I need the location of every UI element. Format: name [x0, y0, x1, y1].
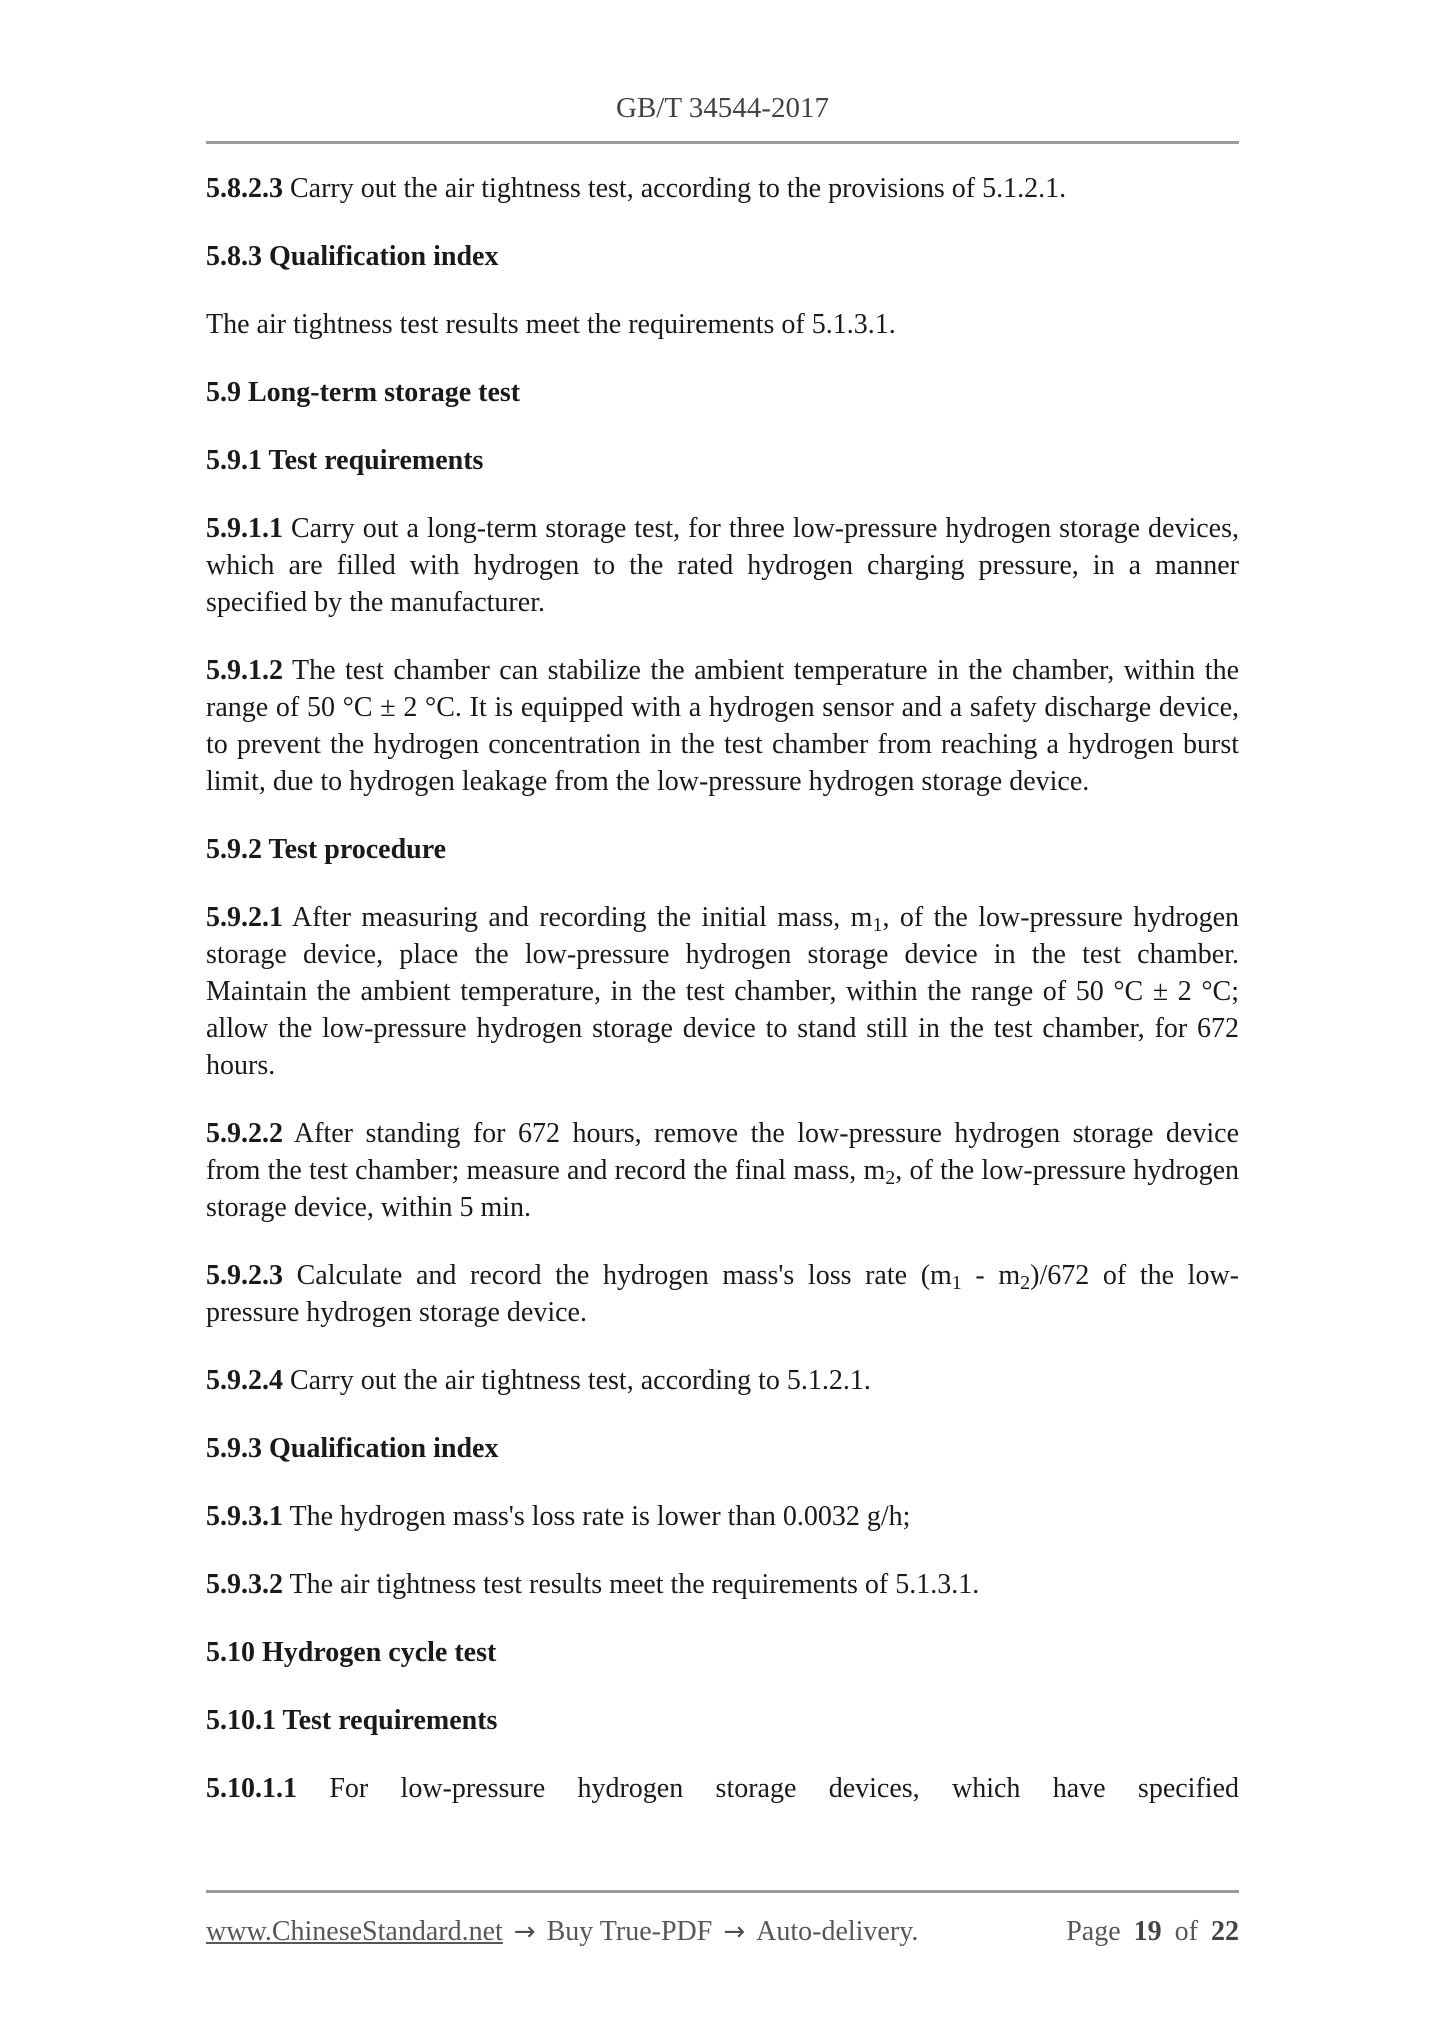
footer-promo — [206, 1913, 918, 1951]
clause-number: 5.9.2.3 — [206, 1260, 283, 1291]
section-heading — [206, 1702, 1239, 1739]
paragraph — [206, 510, 1239, 621]
body-text: The test chamber can stabilize the ambient temperature in the chamber, within the range of 50 °C ± 2 °C. It is equipped with a hydrogen sensor and a safety discharge device, to prevent the hydrogen concentration in the test chamber from reaching a hydrogen burst limit, due to hydrogen leakage from the low-pressure hydrogen storage device. — [206, 655, 1239, 797]
document-body — [206, 170, 1239, 1807]
of-label: of — [1174, 1916, 1198, 1947]
paragraph — [206, 170, 1239, 207]
body-text: - m — [961, 1260, 1021, 1291]
body-text: )/672 of the low-pressure hydrogen storage device. — [206, 1260, 1239, 1328]
paragraph — [206, 1362, 1239, 1399]
body-text: The air tightness test results meet the requirements of 5.1.3.1. — [283, 1569, 980, 1600]
paragraph — [206, 1257, 1239, 1331]
body-text: After measuring and recording the initial mass, m — [283, 902, 873, 933]
section-heading — [206, 238, 1239, 275]
body-text: After standing for 672 hours, remove the low-pressure hydrogen storage device from the test chamber; measure and record the final mass, m — [206, 1118, 1239, 1186]
subscript-text: 2 — [1020, 1272, 1031, 1294]
page-footer — [206, 1913, 1239, 1951]
page-header — [206, 0, 1239, 127]
section-heading — [206, 1430, 1239, 1467]
body-text: For low-pressure hydrogen storage devices, which have specified — [297, 1773, 1239, 1804]
section-heading — [206, 442, 1239, 479]
subscript-text: 2 — [885, 1167, 896, 1189]
clause-number: 5.10 Hydrogen cycle test — [206, 1637, 497, 1668]
header-divider — [206, 141, 1239, 144]
subscript-text: 1 — [951, 1272, 962, 1294]
paragraph — [206, 652, 1239, 800]
body-text: Carry out the air tightness test, according to the provisions of 5.1.2.1. — [283, 173, 1067, 204]
clause-number: 5.8.3 Qualification index — [206, 241, 499, 272]
clause-number: 5.9.2 Test procedure — [206, 834, 447, 865]
subscript-text: 1 — [872, 914, 883, 936]
paragraph — [206, 1498, 1239, 1535]
clause-number: 5.9.1 Test requirements — [206, 445, 484, 476]
clause-number: 5.10.1 Test requirements — [206, 1705, 498, 1736]
paragraph — [206, 306, 1239, 343]
clause-number: 5.9.3.1 — [206, 1501, 283, 1532]
section-heading — [206, 374, 1239, 411]
website-link[interactable]: www.ChineseStandard.net — [206, 1916, 503, 1947]
clause-number: 5.9.1.2 — [206, 655, 283, 686]
clause-number: 5.9.1.1 — [206, 513, 283, 544]
clause-number: 5.8.2.3 — [206, 173, 283, 204]
paragraph — [206, 1115, 1239, 1226]
footer-delivery-label: Auto-delivery. — [756, 1916, 919, 1947]
body-text: Calculate and record the hydrogen mass's loss rate (m — [283, 1260, 952, 1291]
body-text: , of the low-pressure hydrogen storage device, within 5 min. — [206, 1155, 1239, 1223]
clause-number: 5.9.3.2 — [206, 1569, 283, 1600]
footer-divider — [206, 1890, 1239, 1893]
current-page-number: 19 — [1133, 1916, 1162, 1947]
arrow-right-icon: → — [723, 1917, 746, 1947]
paragraph — [206, 899, 1239, 1084]
body-text: Carry out a long-term storage test, for three low-pressure hydrogen storage devices, which are filled with hydrogen to the rated hydrogen charging pressure, in a manner specified by the manufacturer. — [206, 513, 1239, 618]
arrow-right-icon: → — [513, 1917, 536, 1947]
section-heading — [206, 831, 1239, 868]
footer-buy-label: Buy True-PDF — [546, 1916, 713, 1947]
clause-number: 5.9.3 Qualification index — [206, 1433, 499, 1464]
clause-number: 5.9 Long-term storage test — [206, 377, 521, 408]
body-text: , of the low-pressure hydrogen storage device, place the low-pressure hydrogen storage device in the test chamber. Maintain the ambient temperature, in the test chamber, within the range of 50 °C ± 2 °C; allow the low-pressure hydrogen storage device to stand still in the test chamber, for 672 hours. — [206, 902, 1240, 1081]
body-text: Carry out the air tightness test, according to 5.1.2.1. — [283, 1365, 871, 1396]
clause-number: 5.9.2.2 — [206, 1118, 283, 1149]
standard-number: GB/T 34544-2017 — [616, 92, 829, 124]
page-label: Page — [1066, 1916, 1121, 1947]
paragraph — [206, 1770, 1239, 1807]
paragraph — [206, 1566, 1239, 1603]
clause-number: 5.9.2.4 — [206, 1365, 283, 1396]
body-text: The hydrogen mass's loss rate is lower than 0.0032 g/h; — [283, 1501, 911, 1532]
section-heading — [206, 1634, 1239, 1671]
body-text: The air tightness test results meet the requirements of 5.1.3.1. — [206, 309, 896, 340]
page-indicator — [1066, 1913, 1239, 1950]
total-page-number: 22 — [1211, 1916, 1239, 1947]
clause-number: 5.10.1.1 — [206, 1773, 297, 1804]
clause-number: 5.9.2.1 — [206, 902, 283, 933]
